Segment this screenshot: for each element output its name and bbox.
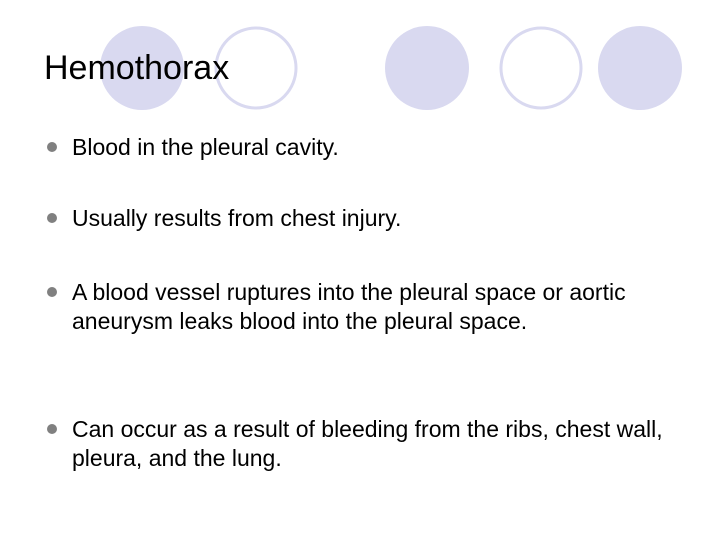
bullet-icon <box>47 213 57 223</box>
bullet-icon <box>47 287 57 297</box>
slide-title: Hemothorax <box>44 49 230 87</box>
bullet-text: Blood in the pleural cavity. <box>72 134 339 160</box>
bullet-icon <box>47 424 57 434</box>
bullet-icon <box>47 142 57 152</box>
bullet-text: A blood vessel ruptures into the pleural space or aortic aneurysm leaks blood into the pleural space. <box>72 279 626 334</box>
bullet-text: Can occur as a result of bleeding from the ribs, chest wall, pleura, and the lung. <box>72 416 663 471</box>
bullet-text: Usually results from chest injury. <box>72 205 402 231</box>
